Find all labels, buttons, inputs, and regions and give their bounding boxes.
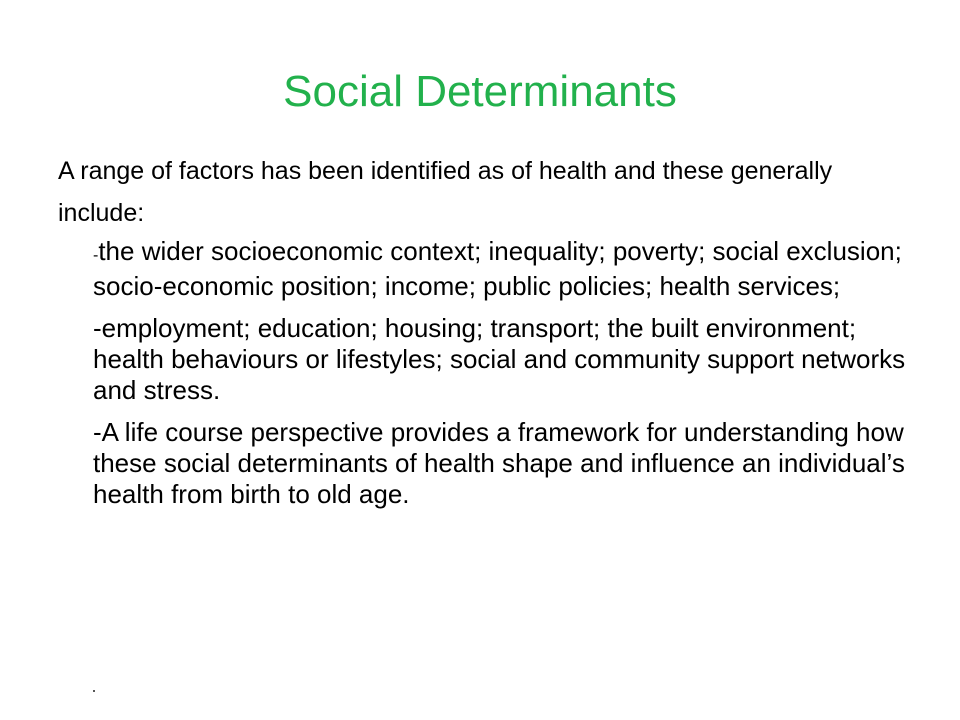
list-item	[93, 417, 918, 510]
list-item	[93, 236, 918, 302]
list-item-text: -employment; education; housing; transport; the built environment; health behaviours or lifestyles; social and community support networks and stress.	[93, 313, 906, 405]
list-item-text: -A life course perspective provides a framework for understanding how these social determinants of health shape and influence an individual’s health from birth to old age.	[93, 417, 905, 509]
bullet-prefix: -	[93, 247, 99, 264]
list-item-text: the wider socioeconomic context; inequality; poverty; social exclusion; socio-economic position; income; public policies; health services;	[93, 236, 902, 301]
determinants-list	[58, 236, 918, 510]
stray-dot	[93, 690, 95, 692]
list-item	[93, 313, 918, 406]
slide-title: Social Determinants	[283, 67, 677, 116]
slide-body	[58, 150, 918, 521]
intro-paragraph: A range of factors has been identified as of health and these generally include:	[58, 157, 833, 227]
